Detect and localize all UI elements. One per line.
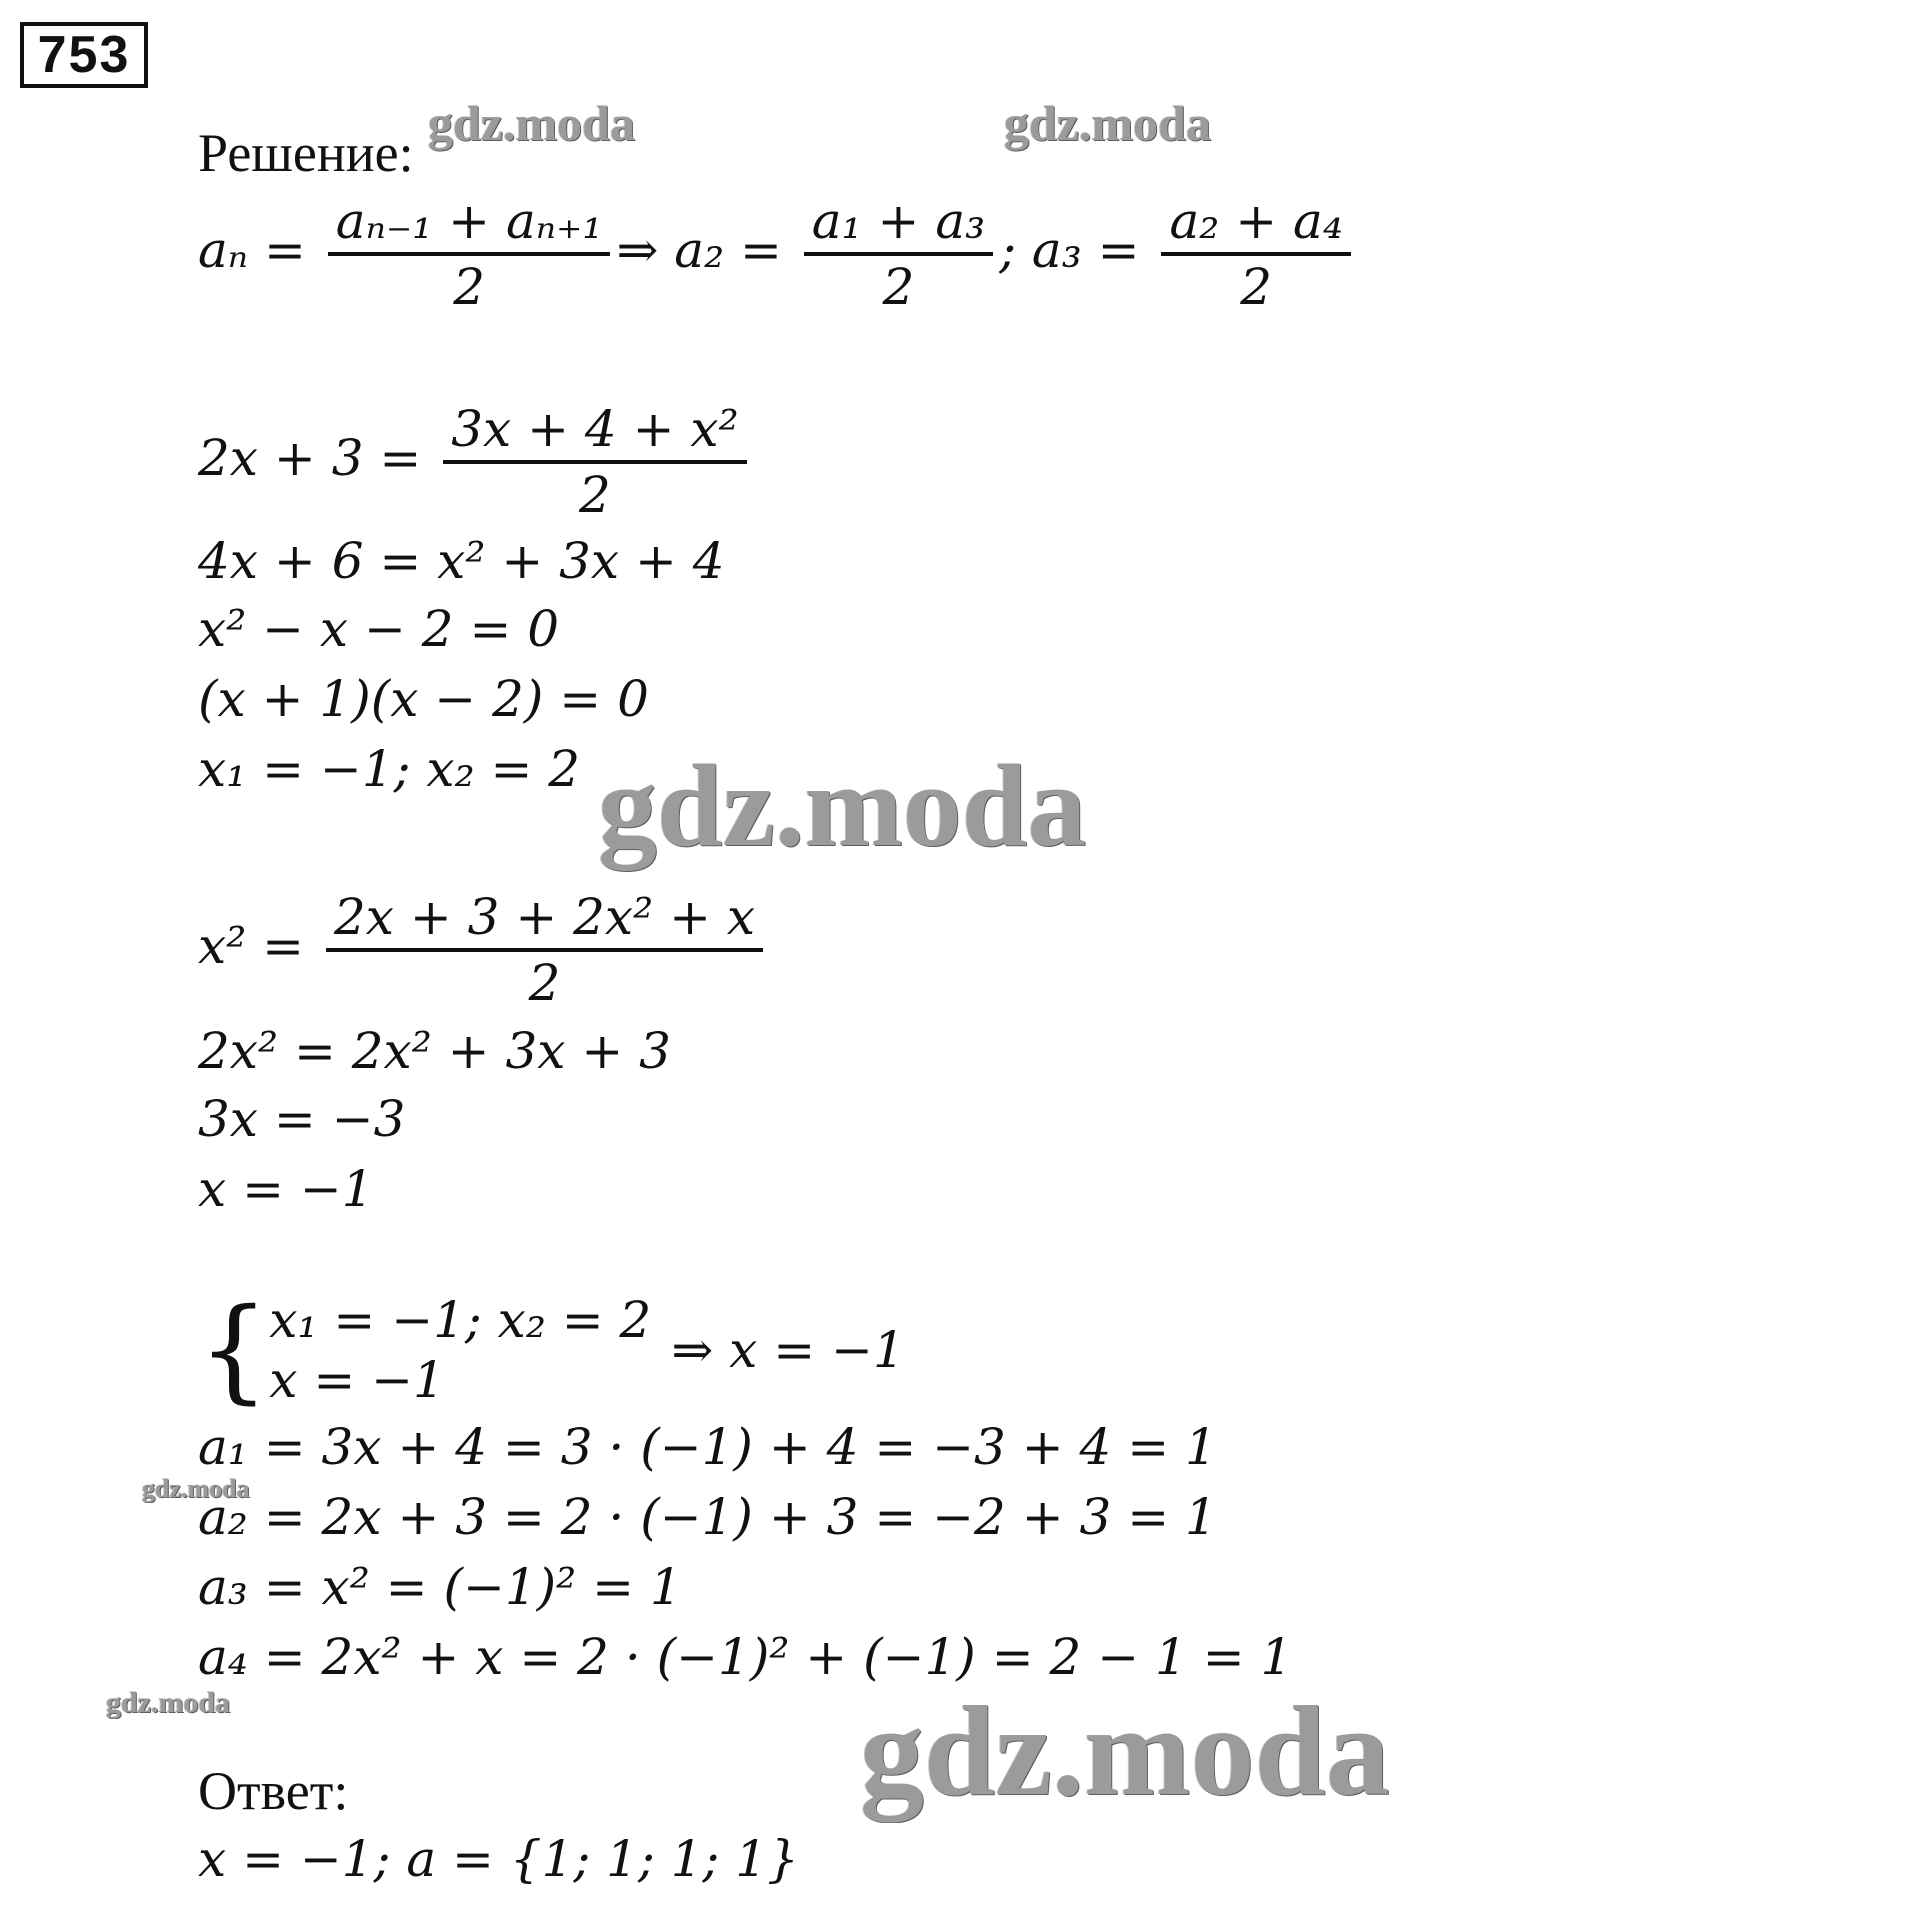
watermark: gdz.moda [1004,95,1211,151]
fraction-denominator: 2 [579,466,611,524]
equation-line [198,886,769,1014]
equation-lhs: x² = [198,917,320,975]
fraction [443,398,746,526]
term-line: a₃ = x² = (−1)² = 1 [198,1558,682,1616]
fraction-numerator: 3x + 4 + x² [443,398,746,464]
system-row: x = −1 [269,1351,445,1409]
problem-number: 753 [20,22,148,88]
fraction-a3 [1161,190,1350,318]
equation-line: 2x² = 2x² + 3x + 3 [198,1022,671,1080]
brace-icon: { [198,1285,270,1415]
watermark: gdz.moda [860,1680,1390,1822]
equation-line: x = −1 [198,1160,374,1218]
equation-line: (x + 1)(x − 2) = 0 [198,670,649,728]
equation-line: 3x = −3 [198,1090,406,1148]
answer-line: x = −1; a = {1; 1; 1; 1} [198,1830,799,1888]
fraction-numerator: a₂ + a₄ [1161,190,1350,256]
formula-mid: ; a₃ = [999,221,1156,279]
fraction-denominator: 2 [882,258,915,316]
watermark: gdz.moda [106,1686,231,1719]
watermark: gdz.moda [428,95,635,151]
fraction-numerator: aₙ₋₁ + aₙ₊₁ [328,190,611,256]
fraction-a2 [804,190,993,318]
fraction-general [328,190,611,318]
fraction-numerator: 2x + 3 + 2x² + x [326,886,763,952]
equation-line: 4x + 6 = x² + 3x + 4 [198,532,725,590]
fraction [326,886,763,1014]
fraction-numerator: a₁ + a₃ [804,190,993,256]
system-row: x₁ = −1; x₂ = 2 [269,1291,652,1349]
term-line: a₁ = 3x + 4 = 3 · (−1) + 4 = −3 + 4 = 1 [198,1418,1217,1476]
fraction-denominator: 2 [1240,258,1273,316]
term-line: a₂ = 2x + 3 = 2 · (−1) + 3 = −2 + 3 = 1 [198,1488,1217,1546]
answer-label: Ответ: [198,1761,349,1821]
solution-label: Решение: [198,123,414,183]
term-line: a₄ = 2x² + x = 2 · (−1)² + (−1) = 2 − 1 = 1 [198,1628,1293,1686]
system-body [269,1290,651,1410]
equation-line: x² − x − 2 = 0 [198,600,560,658]
watermark: gdz.moda [142,1474,250,1503]
fraction-denominator: 2 [453,258,486,316]
fraction-denominator: 2 [528,954,561,1012]
formula-mid: ⇒ a₂ = [616,221,798,279]
watermark: gdz.moda [598,740,1087,871]
equation-system [198,1285,905,1415]
equation-line [198,398,753,526]
system-result: ⇒ x = −1 [671,1321,905,1379]
equation-lhs: 2x + 3 = [198,429,438,487]
formula-arithmetic-mean [198,190,1357,318]
formula-lhs: aₙ = [198,221,322,279]
equation-line: x₁ = −1; x₂ = 2 [198,740,581,798]
